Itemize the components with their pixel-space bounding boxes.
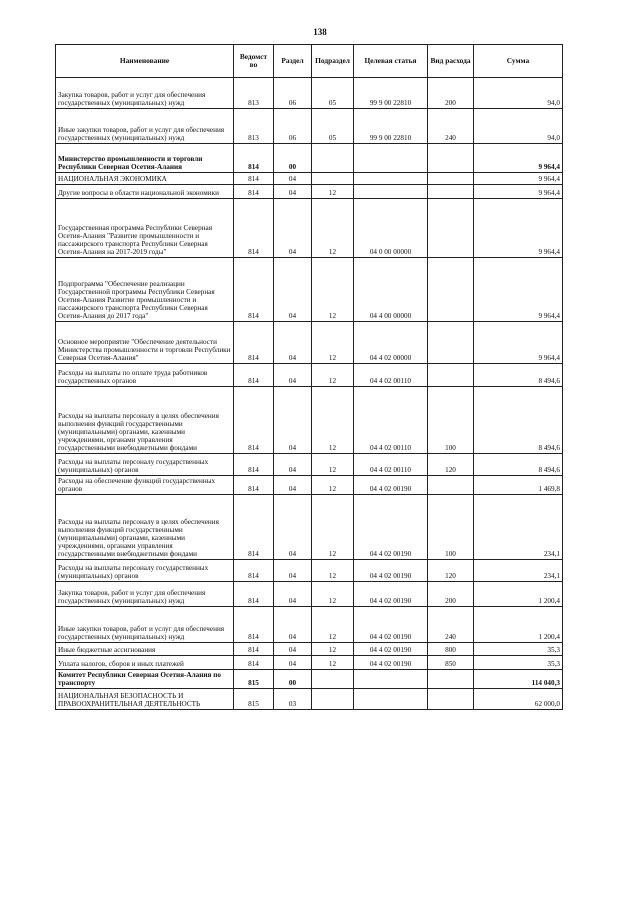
row-department: 814 (234, 582, 274, 607)
row-expense-type: 240 (428, 607, 474, 643)
row-name: Расходы на выплаты по оплате труда работников государственных органов (56, 364, 234, 387)
row-expense-type (428, 144, 474, 173)
row-target-article: 04 4 02 00190 (354, 495, 428, 560)
row-section: 04 (274, 173, 312, 185)
row-name: Закупка товаров, работ и услуг для обеспечения государственных (муниципальных) нужд (56, 582, 234, 607)
row-amount: 9 964,4 (474, 258, 563, 322)
table-row (56, 656, 563, 670)
row-section: 04 (274, 199, 312, 258)
row-target-article: 04 4 02 00110 (354, 454, 428, 476)
row-amount: 62 000,0 (474, 689, 563, 710)
row-department: 814 (234, 173, 274, 185)
row-section: 04 (274, 495, 312, 560)
row-section: 04 (274, 387, 312, 454)
row-department: 814 (234, 322, 274, 364)
row-amount: 1 469,8 (474, 476, 563, 495)
row-target-article: 99 9 00 22810 (354, 109, 428, 144)
row-name: Расходы на обеспечение функций государственных органов (56, 476, 234, 495)
table-row (56, 185, 563, 199)
row-section: 04 (274, 560, 312, 582)
row-amount: 9 964,4 (474, 144, 563, 173)
row-target-article (354, 670, 428, 689)
row-section: 04 (274, 607, 312, 643)
row-subsection: 12 (312, 607, 354, 643)
table-row (56, 476, 563, 495)
table-row (56, 495, 563, 560)
row-subsection: 12 (312, 656, 354, 670)
row-section: 00 (274, 670, 312, 689)
row-section: 04 (274, 582, 312, 607)
row-name: Уплата налогов, сборов и иных платежей (56, 656, 234, 670)
table-row (56, 78, 563, 109)
row-subsection: 05 (312, 78, 354, 109)
row-target-article (354, 144, 428, 173)
row-target-article (354, 689, 428, 710)
row-target-article: 04 4 02 00110 (354, 387, 428, 454)
row-target-article: 04 0 00 00000 (354, 199, 428, 258)
table-row (56, 454, 563, 476)
row-expense-type: 100 (428, 495, 474, 560)
row-target-article (354, 173, 428, 185)
row-expense-type: 850 (428, 656, 474, 670)
row-name: Другие вопросы в области национальной экономики (56, 185, 234, 199)
row-department: 814 (234, 387, 274, 454)
row-amount: 9 964,4 (474, 173, 563, 185)
row-section: 06 (274, 78, 312, 109)
row-subsection (312, 144, 354, 173)
table-row (56, 670, 563, 689)
row-name: Расходы на выплаты персоналу государственных (муниципальных) органов (56, 454, 234, 476)
header-subsection: Подраздел (312, 45, 354, 78)
row-department: 813 (234, 78, 274, 109)
table-row (56, 364, 563, 387)
row-subsection: 12 (312, 364, 354, 387)
page-number: 138 (313, 27, 327, 37)
row-subsection: 12 (312, 454, 354, 476)
row-name: НАЦИОНАЛЬНАЯ БЕЗОПАСНОСТЬ И ПРАВООХРАНИТЕЛЬНАЯ ДЕЯТЕЛЬНОСТЬ (56, 689, 234, 710)
row-target-article: 04 4 02 00190 (354, 643, 428, 656)
row-section: 03 (274, 689, 312, 710)
row-expense-type: 800 (428, 643, 474, 656)
row-expense-type (428, 185, 474, 199)
row-target-article: 99 9 00 22810 (354, 78, 428, 109)
row-target-article: 04 4 00 00000 (354, 258, 428, 322)
row-department: 814 (234, 560, 274, 582)
row-target-article: 04 4 02 00190 (354, 582, 428, 607)
row-subsection: 12 (312, 258, 354, 322)
row-expense-type: 240 (428, 109, 474, 144)
row-section: 00 (274, 144, 312, 173)
row-amount: 234,1 (474, 495, 563, 560)
row-department: 814 (234, 144, 274, 173)
row-subsection (312, 670, 354, 689)
row-target-article: 04 4 02 00190 (354, 656, 428, 670)
row-subsection (312, 689, 354, 710)
row-target-article (354, 185, 428, 199)
header-name: Наименование (56, 45, 234, 78)
row-department: 814 (234, 185, 274, 199)
row-expense-type: 200 (428, 582, 474, 607)
row-name: Иные закупки товаров, работ и услуг для обеспечения государственных (муниципальных) нужд (56, 109, 234, 144)
row-subsection: 12 (312, 495, 354, 560)
row-target-article: 04 4 02 00000 (354, 322, 428, 364)
row-expense-type (428, 258, 474, 322)
row-department: 814 (234, 656, 274, 670)
row-subsection: 12 (312, 476, 354, 495)
header-expense-type: Вид расхода (428, 45, 474, 78)
row-subsection: 12 (312, 560, 354, 582)
row-expense-type (428, 670, 474, 689)
row-target-article: 04 4 02 00110 (354, 364, 428, 387)
row-department: 813 (234, 109, 274, 144)
row-department: 814 (234, 476, 274, 495)
row-name: Иные закупки товаров, работ и услуг для обеспечения государственных (муниципальных) нужд (56, 607, 234, 643)
row-amount: 1 200,4 (474, 607, 563, 643)
row-amount: 114 040,3 (474, 670, 563, 689)
row-section: 04 (274, 476, 312, 495)
row-expense-type (428, 476, 474, 495)
row-section: 04 (274, 258, 312, 322)
row-amount: 1 200,4 (474, 582, 563, 607)
row-expense-type (428, 173, 474, 185)
row-expense-type (428, 689, 474, 710)
header-department: Ведомст во (234, 45, 274, 78)
row-subsection: 12 (312, 582, 354, 607)
row-amount: 35,3 (474, 643, 563, 656)
row-expense-type: 200 (428, 78, 474, 109)
row-name: Расходы на выплаты персоналу в целях обеспечения выполнения функций государственными (муниципальными) органами, казенными учреждениями, органами управления государственными внебюджетными фондами (56, 387, 234, 454)
row-expense-type (428, 199, 474, 258)
row-name: Министерство промышленности и торговли Республики Северная Осетия-Алания (56, 144, 234, 173)
row-section: 04 (274, 364, 312, 387)
table-row (56, 109, 563, 144)
row-department: 814 (234, 495, 274, 560)
row-name: Подпрограмма "Обеспечение реализации Государственной программы Республики Северная Осетия-Алания Развитие промышленности и пассажирского транспорта Республики Северная Осетия-Алания до 2017 года" (56, 258, 234, 322)
row-amount: 9 964,4 (474, 199, 563, 258)
table-row (56, 322, 563, 364)
row-subsection: 12 (312, 387, 354, 454)
row-target-article: 04 4 02 00190 (354, 560, 428, 582)
row-amount: 35,3 (474, 656, 563, 670)
row-department: 814 (234, 643, 274, 656)
header-target-article: Целевая статья (354, 45, 428, 78)
table-row (56, 258, 563, 322)
row-name: Расходы на выплаты персоналу государственных (муниципальных) органов (56, 560, 234, 582)
row-department: 814 (234, 199, 274, 258)
table-row (56, 199, 563, 258)
row-subsection: 12 (312, 199, 354, 258)
row-section: 04 (274, 454, 312, 476)
table-row (56, 144, 563, 173)
row-expense-type: 120 (428, 454, 474, 476)
row-name: Государственная программа Республики Северная Осетия-Алания "Развитие промышленности и пассажирского транспорта Республики Северная Осетия-Алания на 2017-2019 годы" (56, 199, 234, 258)
table-body (56, 78, 563, 710)
table-row (56, 582, 563, 607)
row-amount: 8 494,6 (474, 387, 563, 454)
row-expense-type (428, 322, 474, 364)
budget-table (55, 44, 563, 710)
row-amount: 8 494,6 (474, 364, 563, 387)
row-section: 04 (274, 185, 312, 199)
row-department: 814 (234, 364, 274, 387)
table-header (56, 45, 563, 78)
row-section: 04 (274, 656, 312, 670)
row-amount: 8 494,6 (474, 454, 563, 476)
header-amount: Сумма (474, 45, 563, 78)
row-subsection: 12 (312, 185, 354, 199)
row-section: 04 (274, 322, 312, 364)
row-department: 815 (234, 689, 274, 710)
row-expense-type: 120 (428, 560, 474, 582)
row-department: 814 (234, 258, 274, 322)
table-row (56, 387, 563, 454)
row-name: Расходы на выплаты персоналу в целях обеспечения выполнения функций государственными (муниципальными) органами, казенными учреждениями, органами управления государственными внебюджетными фондами (56, 495, 234, 560)
table-row (56, 643, 563, 656)
row-target-article: 04 4 02 00190 (354, 607, 428, 643)
row-name: Иные бюджетные ассигнования (56, 643, 234, 656)
table-row (56, 607, 563, 643)
table-row (56, 173, 563, 185)
row-subsection (312, 173, 354, 185)
row-expense-type: 100 (428, 387, 474, 454)
row-amount: 234,1 (474, 560, 563, 582)
row-subsection: 05 (312, 109, 354, 144)
header-section: Раздел (274, 45, 312, 78)
row-department: 815 (234, 670, 274, 689)
row-amount: 9 964,4 (474, 322, 563, 364)
row-amount: 9 964,4 (474, 185, 563, 199)
row-name: Закупка товаров, работ и услуг для обеспечения государственных (муниципальных) нужд (56, 78, 234, 109)
row-expense-type (428, 364, 474, 387)
row-amount: 94,0 (474, 109, 563, 144)
row-section: 04 (274, 643, 312, 656)
table-row (56, 560, 563, 582)
row-department: 814 (234, 607, 274, 643)
row-name: Основное мероприятие "Обеспечение деятельности Министерства промышленности и торговли Республики Северная Осетия-Алания" (56, 322, 234, 364)
row-section: 06 (274, 109, 312, 144)
table-row (56, 689, 563, 710)
row-target-article: 04 4 02 00190 (354, 476, 428, 495)
row-department: 814 (234, 454, 274, 476)
row-name: Комитет Республики Северная Осетия-Алания по транспорту (56, 670, 234, 689)
row-subsection: 12 (312, 643, 354, 656)
row-amount: 94,0 (474, 78, 563, 109)
row-subsection: 12 (312, 322, 354, 364)
row-name: НАЦИОНАЛЬНАЯ ЭКОНОМИКА (56, 173, 234, 185)
